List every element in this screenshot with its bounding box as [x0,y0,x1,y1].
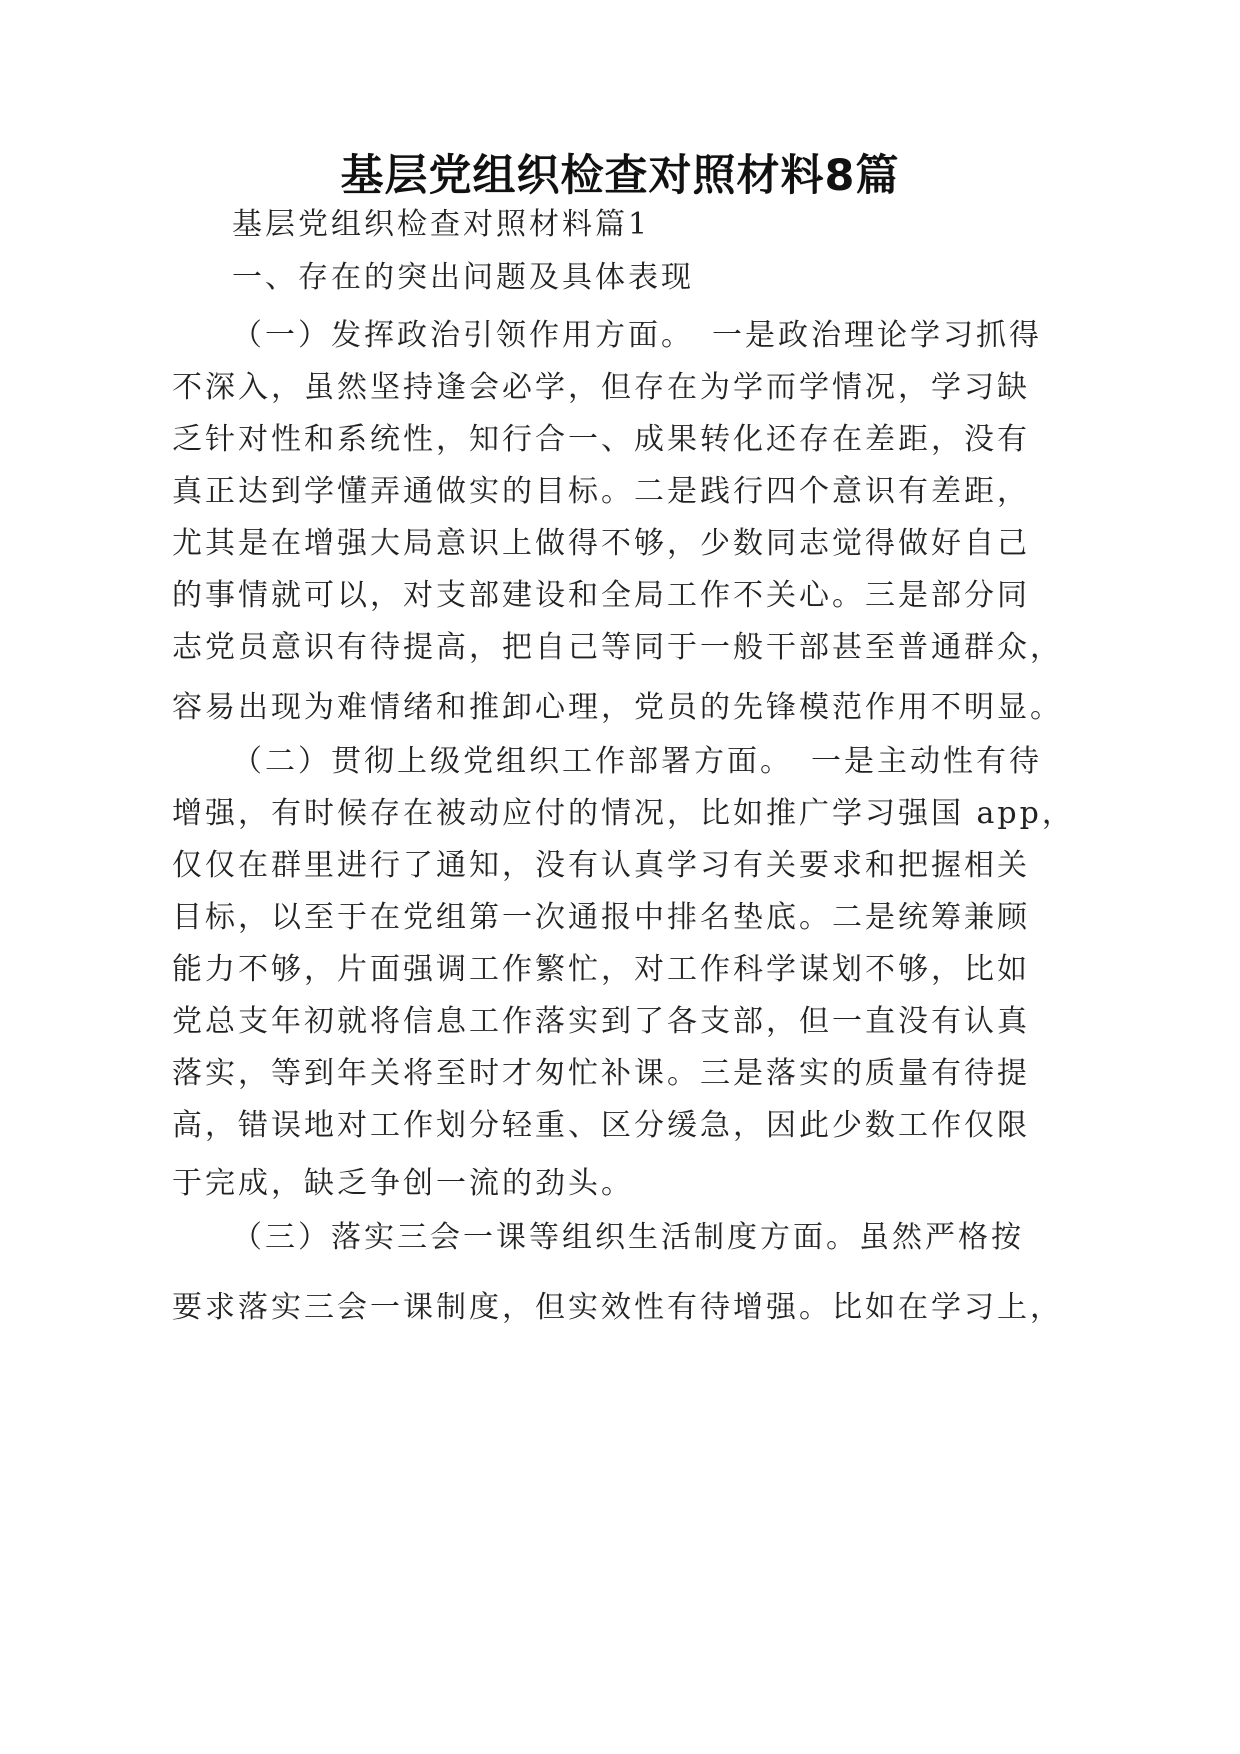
paragraph-2-line: 能力不够，片面强调工作繁忙，对工作科学谋划不够，比如 [172,952,1030,987]
paragraph-1-line: 尤其是在增强大局意识上做得不够，少数同志觉得做好自己 [172,526,1030,561]
paragraph-2-line: 目标，以至于在党组第一次通报中排名垫底。二是统筹兼顾 [172,900,1030,935]
paragraph-2-line: 高，错误地对工作划分轻重、区分缓急，因此少数工作仅限 [172,1108,1030,1143]
paragraph-2-line: （二）贯彻上级党组织工作部署方面。 一是主动性有待 [232,744,1042,779]
section-heading: 一、存在的突出问题及具体表现 [232,260,694,295]
paragraph-1-line: 的事情就可以，对支部建设和全局工作不关心。三是部分同 [172,578,1030,613]
page-title: 基层党组织检查对照材料8篇 [340,151,900,201]
paragraph-2-line: 增强，有时候存在被动应付的情况，比如推广学习强国 app， [172,796,1075,831]
paragraph-2-line: 落实，等到年关将至时才匆忙补课。三是落实的质量有待提 [172,1056,1030,1091]
paragraph-1-line: （一）发挥政治引领作用方面。 一是政治理论学习抓得 [232,318,1042,353]
paragraph-1-line: 志党员意识有待提高，把自己等同于一般干部甚至普通群众， [172,630,1063,665]
document-subtitle: 基层党组织检查对照材料篇1 [232,207,651,242]
paragraph-1-line: 真正达到学懂弄通做实的目标。二是践行四个意识有差距， [172,474,1030,509]
paragraph-2-line: 于完成，缺乏争创一流的劲头。 [172,1166,634,1201]
paragraph-3-line: （三）落实三会一课等组织生活制度方面。虽然严格按 [232,1220,1024,1255]
paragraph-3-line: 要求落实三会一课制度，但实效性有待增强。比如在学习上， [172,1290,1063,1325]
paragraph-1-line: 不深入，虽然坚持逢会必学，但存在为学而学情况，学习缺 [172,370,1030,405]
paragraph-2-line: 仅仅在群里进行了通知，没有认真学习有关要求和把握相关 [172,848,1030,883]
paragraph-1-line: 容易出现为难情绪和推卸心理，党员的先锋模范作用不明显。 [172,690,1063,725]
paragraph-1-line: 乏针对性和系统性，知行合一、成果转化还存在差距，没有 [172,422,1030,457]
paragraph-2-line: 党总支年初就将信息工作落实到了各支部，但一直没有认真 [172,1004,1030,1039]
